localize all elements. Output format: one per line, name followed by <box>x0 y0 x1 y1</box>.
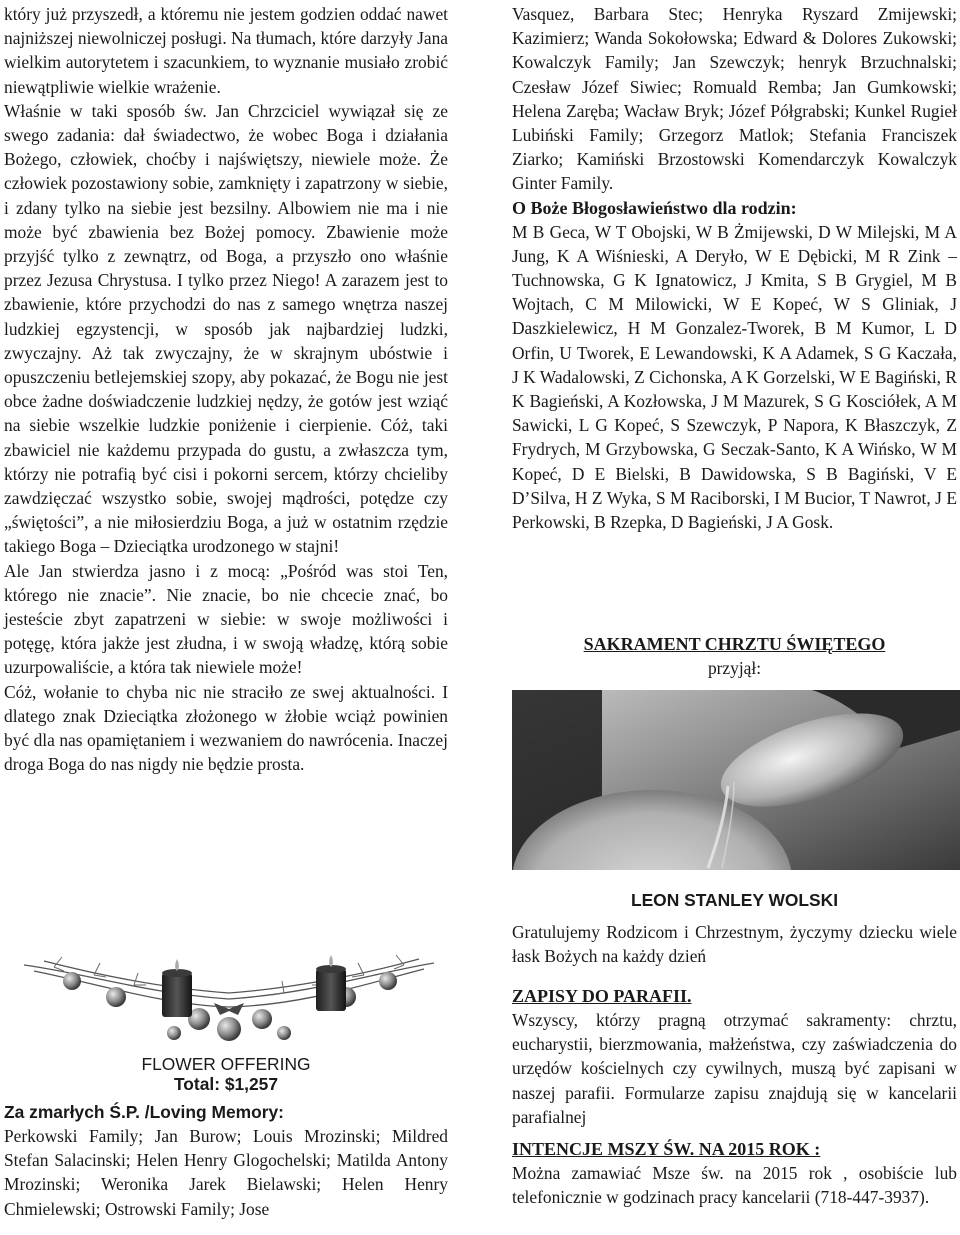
advent-wreath-image <box>24 953 434 1049</box>
mass-intentions-section <box>512 1137 957 1209</box>
loving-memory-heading: Za zmarłych Ś.P. /Loving Memory: <box>4 1102 284 1122</box>
article-paragraph-4: Cóż, wołanie to chyba nic nie straciło ze swej aktualności. I dlatego znak Dzieciątka złożonego w żłobie wciąż powinien być dla nas opamiętaniem i wezwaniem do nawrócenia. Inaczej droga Boga do nas nigdy nie będzie prosta. <box>4 681 448 775</box>
flower-offering-total <box>4 1074 448 1094</box>
baptism-heading: SAKRAMENT CHRZTU ŚWIĘTEGO <box>583 634 886 654</box>
parish-registration-heading: ZAPISY DO PARAFII. <box>512 986 692 1006</box>
mass-intentions-text: Można zamawiać Msze św. na 2015 rok , osobiście lub telefonicznie w godzinach pracy kancelarii (718-447-3937). <box>512 1163 957 1208</box>
mass-intentions-heading: INTENCJE MSZY ŚW. NA 2015 ROK : <box>512 1139 821 1159</box>
left-column <box>4 0 448 777</box>
baptism-photo <box>512 690 960 870</box>
flower-offering-title: FLOWER OFFERING <box>141 1054 311 1074</box>
article-paragraph-3: Ale Jan stwierdza jasno i z mocą: „Pośród was stoi Ten, którego nie znacie”. Nie znacie, bo nie chcecie znać, bo jesteście zbyt zapatrzeni w siebie: w swoje możliwości i potęgę, która jakże jest złudna, i w swoją władzę, którą sobie uzurpowaliście, a która tak niewiele może! <box>4 560 448 678</box>
flower-offering-section <box>4 1054 448 1221</box>
loving-memory-list-continued: Vasquez, Barbara Stec; Henryka Ryszard Zmijewski; Kazimierz; Wanda Sokołowska; Edward & Dolores Zukowski; Kowalczyk Family; Jan Szewczyk; henryk Brzuchnalski; Czesław Józef Siwiec; Romuald Remba; Jan Gumkowski; Helena Zaręba; Wacław Bryk; Józef Półgrabski; Kunkel Rugieł Lubiński Family; Grzegorz Matlok; Stefania Franciszek Ziarko; Kamiński Brzostowski Komendarczyk Kowalczyk Ginter Family. <box>512 4 957 194</box>
blessing-list: M B Geca, W T Obojski, W B Żmijewski, D W Milejski, M A Jung, K A Wiśnieski, A Deryło, W E Dębicki, M R Zink –Tuchnowska, G K Ignatowicz, J Kmita, S B Grygiel, M B Wojtach, C M Milowicki, W E Kopeć, W S Gliniak, J Daszkielewicz, H M Gonzalez-Tworek, B M Kumor, L D Orfin, U Tworek, E Lewandowski, K A Adamek, S G Kaczała, J K Wadalowski, Z Cichonska, A K Gorzelski, W E Bagiński, R K Bagieński, A Kozłowska, J M Mazurek, S G Kosciółek, A M Sawicki, L G Kopeć, S Szewczyk, P Napora, K Błaszczyk, Z Frydrych, M Grzybowska, G Seczak-Santo, K A Wińsko, W M Kopeć, D E Bielski, B Dawidowska, S B Bagiński, V E D’Silva, H Z Wyka, S M Raciborski, I M Bucior, T Nawrot, J E Perkowski, B Rzepka, D Bagieński, J A Gosk. <box>512 221 957 533</box>
baptized-child-section <box>512 888 957 968</box>
right-column <box>512 0 957 534</box>
total-label: Total <box>173 1074 215 1094</box>
total-value: : $1,257 <box>214 1074 279 1094</box>
parish-registration-text: Wszyscy, którzy pragną otrzymać sakramenty: chrztu, eucharystii, bierzmowania, małżeństwa, czy zaświadczenia do urzędów kościelnych czy cywilnych, muszą być zapisani w naszej parafii. Formularze zapisu znajdują się w kancelarii parafialnej <box>512 1010 957 1127</box>
article-paragraph-1: który już przyszedł, a któremu nie jestem godzien oddać nawet najniższej niewolniczej posługi. Na tłumach, które darzyły Jana wielkim autorytetem i szacunkiem, to wyznanie musiało zrobić niewątpliwie wielkie wrażenie. <box>4 4 448 97</box>
loving-memory-list: Perkowski Family; Jan Burow; Louis Mrozinski; Mildred Stefan Salacinski; Helen Henry Glogochelski; Matilda Antony Mrozinski; Weronika Jarek Bielawski; Helen Henry Chmielewski; Ostrowski Family; Jose <box>4 1126 448 1219</box>
blessing-heading: O Boże Błogosławieństwo dla rodzin: <box>512 197 797 218</box>
baptism-congratulations: Gratulujemy Rodzicom i Chrzestnym, życzymy dziecku wiele łask Bożych na każdy dzień <box>512 922 957 967</box>
baptism-subheading: przyjął: <box>707 658 762 678</box>
parish-registration-section <box>512 984 957 1129</box>
baptism-section <box>512 632 957 680</box>
baptized-child-name: LEON STANLEY WOLSKI <box>630 890 839 910</box>
article-paragraph-2: Właśnie w taki sposób św. Jan Chrzciciel wywiązał się ze swego zadania: dał świadectwo, że wobec Boga i działania Bożego, człowiek, choćby i najświętszy, niewiele może. Że człowiek pozostawiony sobie, zamknięty i zapatrzony w siebie, i zdany tylko na siebie jest bezsilny. Albowiem nie ma i nie może być zbawienia bez Bożej pomocy. Zbawienie może przyjść tylko z zewnątrz, od Boga, a przyszło ono właśnie przez Jezusa Chrystusa. I tylko przez Niego! A zarazem jest to zbawienie, które przychodzi do nas z samego wnętrza naszej ludzkiej egzystencji, w sposób jak najbardziej ludzki, zwyczajny. Aż tak zwyczajny, że w skrajnym ubóstwie i opuszczeniu betlejemskiej szopy, aby pokazać, że Bogu nie jest obce żadne doświadczenie ludzkiej nędzy, że gotów jest wziąć na siebie wszelkie ludzkie poniżenie i cierpienie. Cóż, taki zbawiciel nie każdemu przypada do gustu, a zwłaszcza tym, którzy nie potrafią być cisi i pokorni sercem, którzy chcieliby zawdzięczać wszystko sobie, swojej mądrości, potędze czy „świętości”, a nie miłosierdziu Boga, a już w ostatnim rzędzie takiego Boga – Dzieciątka urodzonego w stajni! <box>4 100 448 557</box>
